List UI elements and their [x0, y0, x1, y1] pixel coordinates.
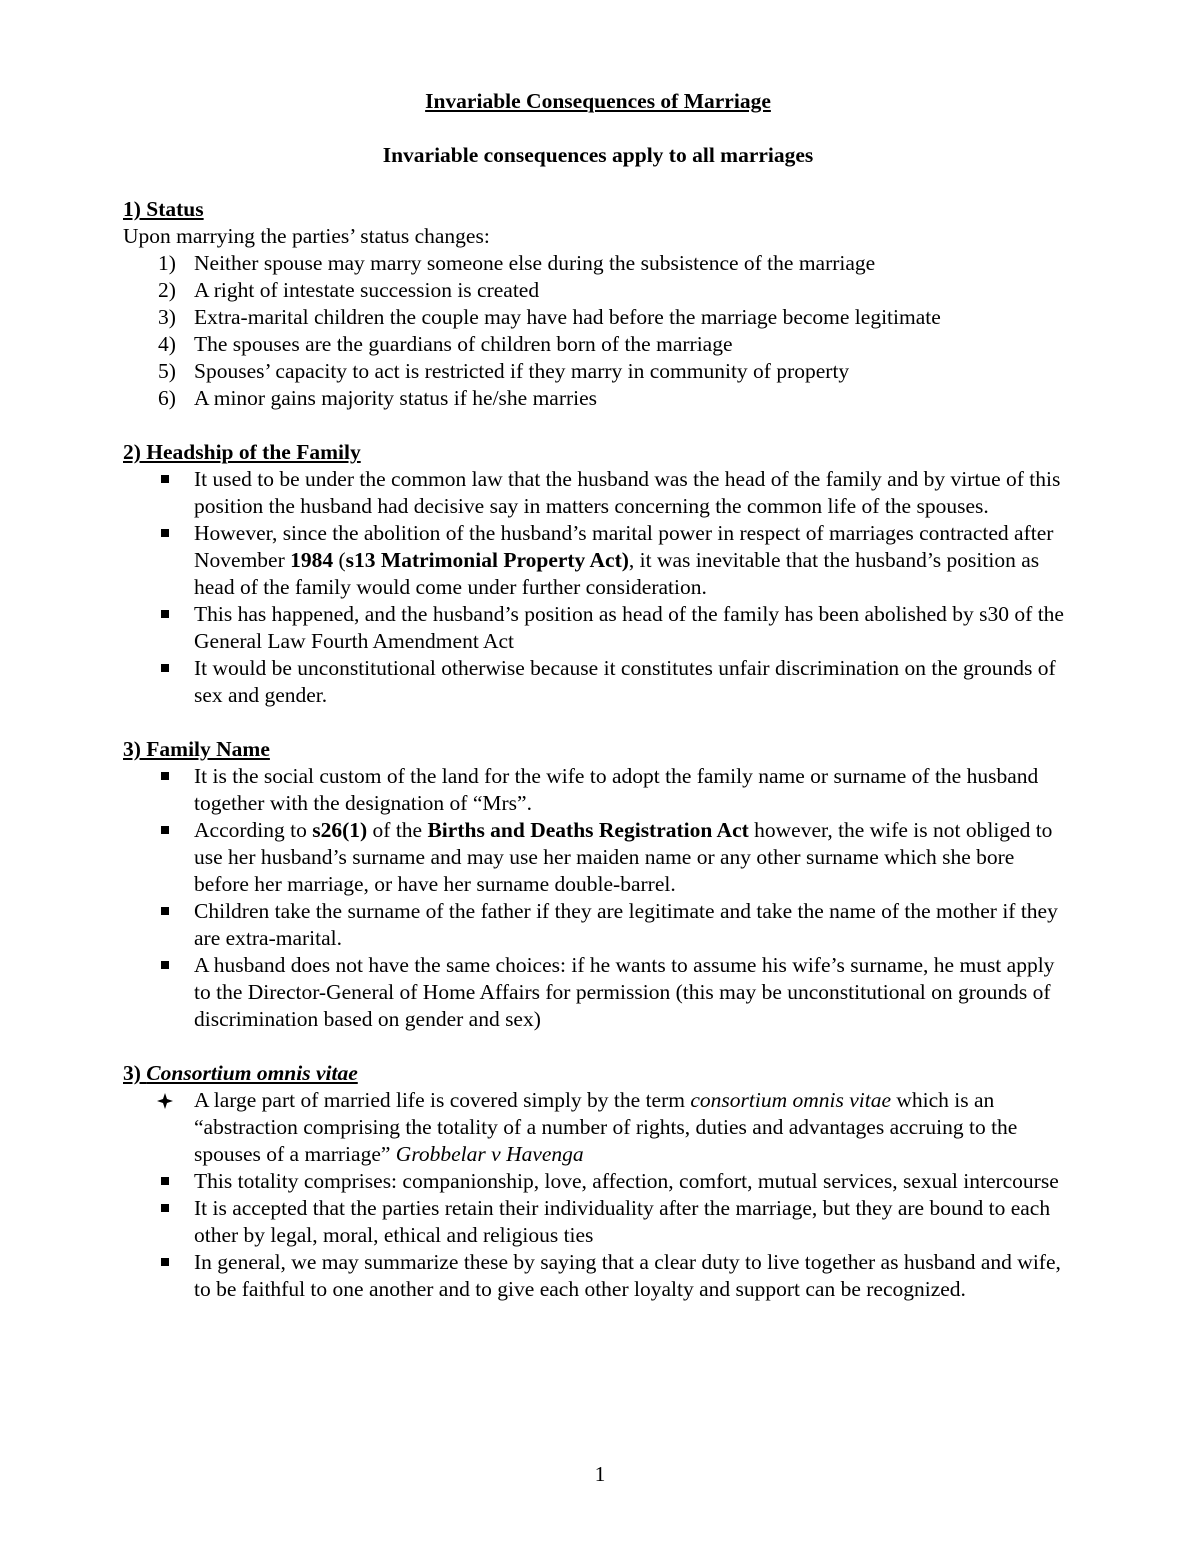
list-item-text: Extra-marital children the couple may have had before the marriage become legitimate: [194, 305, 941, 329]
heading-number: 3): [123, 1061, 147, 1085]
list-item-text: It used to be under the common law that the husband was the head of the family and by virtue of this position the husband had decisive say in matters concerning the common life of the spouses.: [194, 467, 1061, 518]
bold-statute-name: Births and Deaths Registration Act: [427, 818, 749, 842]
section-heading-consortium: [123, 1060, 1073, 1087]
italic-term: consortium omnis vitae: [690, 1088, 891, 1112]
list-item-text: A right of intestate succession is created: [194, 278, 540, 302]
list-item-text: The spouses are the guardians of children born of the marriage: [194, 332, 733, 356]
square-bullet-icon: [161, 529, 169, 537]
list-item: [123, 358, 1073, 385]
list-item-text: In general, we may summarize these by saying that a clear duty to live together as husband and wife, to be faithful to one another and to give each other loyalty and support can be recognized.: [194, 1250, 1061, 1301]
document-subtitle: Invariable consequences apply to all marriages: [382, 143, 814, 167]
text-run: however, the wife is not obliged to use her husband’s surname and may use her maiden name or any other surname which she bore before her marriage, or have her surname double-barrel.: [194, 818, 1053, 896]
list-item: [123, 304, 1073, 331]
text-run: However, since the abolition of the husband’s marital power in respect of marriages contracted after November: [194, 521, 1054, 572]
list-item: [123, 898, 1073, 952]
list-item: [123, 817, 1073, 898]
list-item: [123, 1168, 1073, 1195]
list-item: [123, 1249, 1073, 1303]
bold-year: 1984: [290, 548, 334, 572]
document-title: Invariable Consequences of Marriage: [425, 89, 771, 113]
text-run: A large part of married life is covered simply by the term: [194, 1088, 691, 1112]
square-bullet-icon: [161, 475, 169, 483]
list-item: [123, 331, 1073, 358]
list-item: [123, 952, 1073, 1033]
list-item: [123, 466, 1073, 520]
list-item: [123, 520, 1073, 601]
list-number: 6): [158, 386, 176, 410]
text-run: (: [333, 548, 346, 572]
list-item-text: A husband does not have the same choices: if he wants to assume his wife’s surname, he must apply to the Director-General of Home Affairs for permission (this may be unconstitutional on grounds of discrimination based on gender and sex): [194, 953, 1055, 1031]
list-item-text: It is the social custom of the land for the wife to adopt the family name or surname of the husband together with the designation of “Mrs”.: [194, 764, 1039, 815]
page-number: 1: [594, 1462, 606, 1486]
square-bullet-icon: [161, 772, 169, 780]
bold-statute-reference: s13 Matrimonial Property Act): [345, 548, 629, 572]
status-intro: Upon marrying the parties’ status changes:: [123, 224, 490, 248]
square-bullet-icon: [161, 1258, 169, 1266]
list-item-text: Neither spouse may marry someone else during the subsistence of the marriage: [194, 251, 876, 275]
document-page: [123, 88, 1073, 1303]
italic-case-name: Grobbelar v Havenga: [395, 1142, 584, 1166]
list-item-text: This has happened, and the husband’s position as head of the family has been abolished by s30 of the General Law Fourth Amendment Act: [194, 602, 1064, 653]
square-bullet-icon: [161, 907, 169, 915]
list-item: [123, 277, 1073, 304]
list-number: 2): [158, 278, 176, 302]
section-family-name: [123, 736, 1073, 1033]
list-item: [123, 763, 1073, 817]
square-bullet-icon: [161, 1204, 169, 1212]
section-consortium: [123, 1060, 1073, 1303]
list-number: 5): [158, 359, 176, 383]
list-number: 1): [158, 251, 176, 275]
list-item-text: [194, 817, 1073, 898]
status-numbered-list: [123, 250, 1073, 412]
text-run: which is an “abstraction comprising the totality of a number of rights, duties and advantages accruing to the spouses of a marriage”: [194, 1088, 1018, 1166]
list-item-text: This totality comprises: companionship, love, affection, comfort, mutual services, sexual intercourse: [194, 1169, 1059, 1193]
square-bullet-icon: [161, 1177, 169, 1185]
text-run: of the: [367, 818, 428, 842]
list-item-text: [194, 520, 1073, 601]
heading-italic-term: Consortium omnis vitae: [146, 1061, 358, 1085]
list-item: [123, 655, 1073, 709]
text-run: , it was inevitable that the husband’s position as head of the family would come under further consideration.: [194, 548, 1040, 599]
section-headship: [123, 439, 1073, 709]
section-heading-headship: 2) Headship of the Family: [123, 440, 361, 464]
section-heading-status: 1) Status: [123, 197, 204, 221]
list-item: [123, 1195, 1073, 1249]
section-status: [123, 196, 1073, 412]
list-item: [123, 1087, 1073, 1168]
section-heading-family-name: 3) Family Name: [123, 737, 270, 761]
list-item: [123, 250, 1073, 277]
list-item-text: It is accepted that the parties retain their individuality after the marriage, but they are bound to each other by legal, moral, ethical and religious ties: [194, 1196, 1051, 1247]
list-item-text: It would be unconstitutional otherwise because it constitutes unfair discrimination on the grounds of sex and gender.: [194, 656, 1056, 707]
list-number: 3): [158, 305, 176, 329]
list-item-text: [194, 1087, 1073, 1168]
list-number: 4): [158, 332, 176, 356]
text-run: According to: [194, 818, 313, 842]
list-item-text: Children take the surname of the father if they are legitimate and take the name of the mother if they are extra-marital.: [194, 899, 1058, 950]
square-bullet-icon: [161, 826, 169, 834]
square-bullet-icon: [161, 610, 169, 618]
list-item-text: Spouses’ capacity to act is restricted if they marry in community of property: [194, 359, 850, 383]
diamond-bullet-icon: [157, 1093, 173, 1109]
list-item: [123, 385, 1073, 412]
bold-section-reference: s26(1): [312, 818, 368, 842]
square-bullet-icon: [161, 664, 169, 672]
list-item-text: A minor gains majority status if he/she marries: [194, 386, 598, 410]
square-bullet-icon: [161, 961, 169, 969]
list-item: [123, 601, 1073, 655]
